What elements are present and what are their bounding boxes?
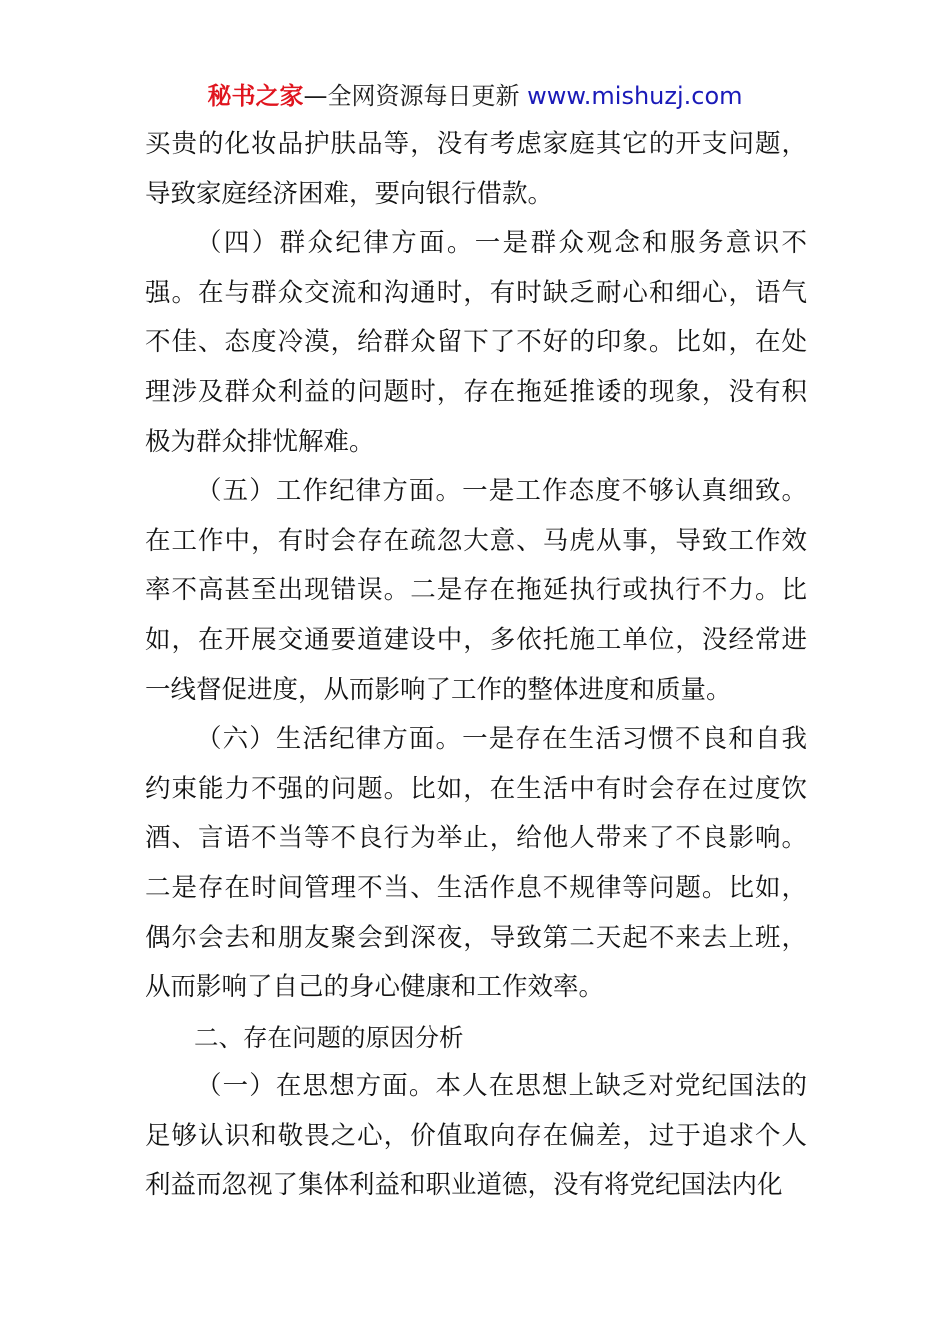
site-url-link[interactable]: www.mishuzj.com [527,82,743,110]
document-body [145,120,807,1211]
section-heading-cause-analysis: 二、存在问题的原因分析 [194,1022,464,1052]
site-header [0,80,950,112]
paragraph-mass-discipline: （四）群众纪律方面。一是群众观念和服务意识不强。在与群众交流和沟通时，有时缺乏耐心和细心，语气不佳、态度冷漠，给群众留下了不好的印象。比如，在处理涉及群众利益的问题时，存在拖延推诿的现象，没有积极为群众排忧解难。 [145,228,807,457]
site-tagline: —全网资源每日更新 [303,82,528,110]
paragraph-continuation: 买贵的化妆品护肤品等，没有考虑家庭其它的开支问题，导致家庭经济困难，要向银行借款。 [145,129,807,209]
paragraph-ideology: （一）在思想方面。本人在思想上缺乏对党纪国法的足够认识和敬畏之心，价值取向存在偏差，过于追求个人利益而忽视了集体利益和职业道德，没有将党纪国法内化 [145,1071,807,1201]
paragraph-work-discipline: （五）工作纪律方面。一是工作态度不够认真细致。在工作中，有时会存在疏忽大意、马虎从事，导致工作效率不高甚至出现错误。二是存在拖延执行或执行不力。比如，在开展交通要道建设中，多依托施工单位，没经常进一线督促进度，从而影响了工作的整体进度和质量。 [145,476,807,705]
site-brand: 秘书之家 [207,82,304,110]
paragraph-life-discipline: （六）生活纪律方面。一是存在生活习惯不良和自我约束能力不强的问题。比如，在生活中有时会存在过度饮酒、言语不当等不良行为举止，给他人带来了不良影响。二是存在时间管理不当、生活作息不规律等问题。比如，偶尔会去和朋友聚会到深夜，导致第二天起不来去上班，从而影响了自己的身心健康和工作效率。 [145,724,807,1003]
